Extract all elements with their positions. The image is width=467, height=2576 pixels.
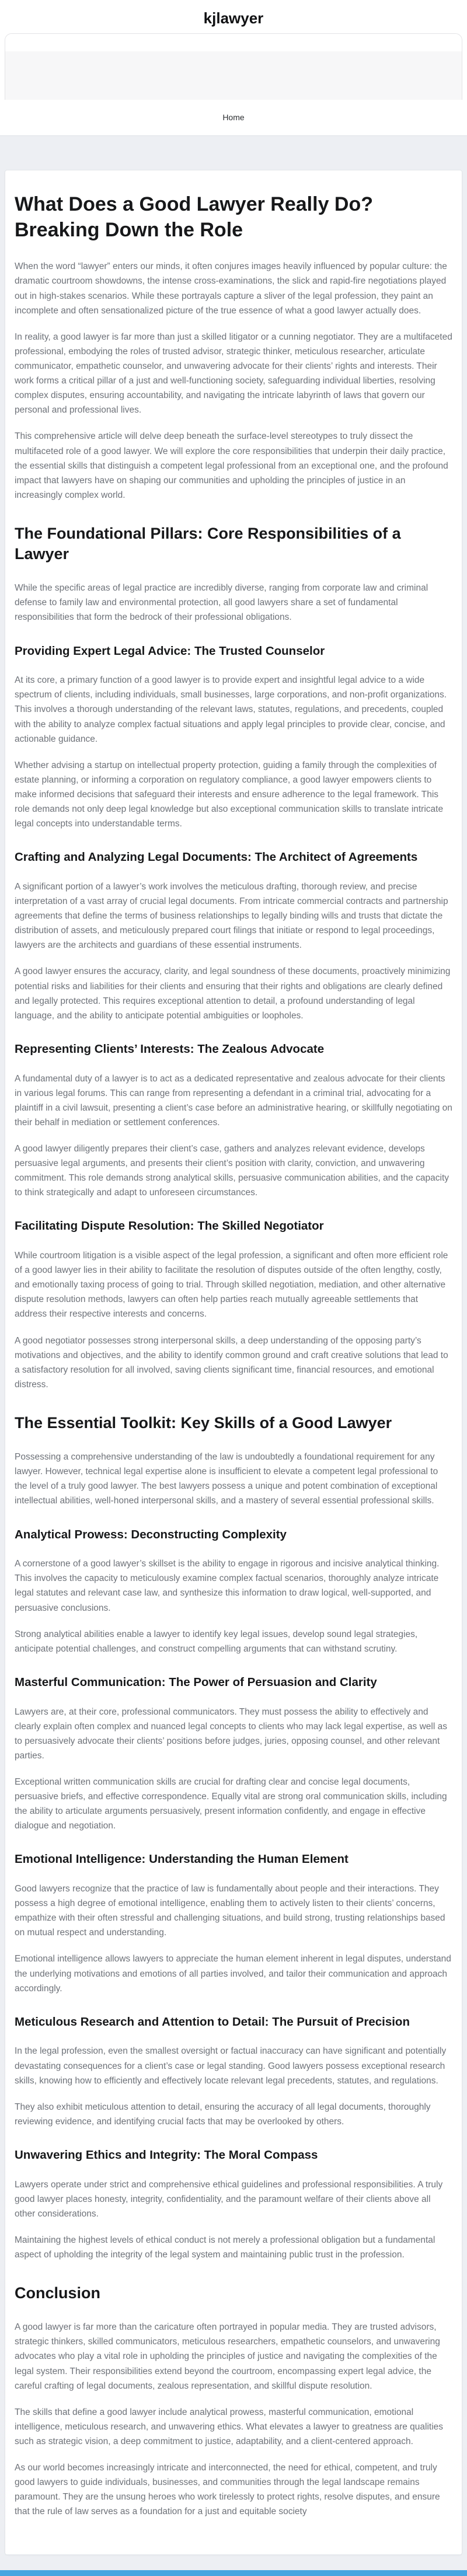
article-paragraph: Emotional intelligence allows lawyers to appreciate the human element inherent in legal disputes, understand the underlying motivations and emotions of all parties involved, and tailor their communication and approach accordingly. xyxy=(15,1954,451,1994)
article-section-heading: Representing Clients’ Interests: The Zealous Advocate xyxy=(15,1042,325,1056)
article-paragraph: As our world becomes increasingly intricate and interconnected, the need for ethical, competent, and truly good lawyers to guide individuals, businesses, and communities through the legal landscape remains paramount. They are the unsung heroes who work tirelessly to protect rights, resolve disputes, and ensure that the rule of law serves as a foundation for a just and equitable society xyxy=(15,2463,440,2517)
article-section-heading: The Foundational Pillars: Core Responsibilities of a Lawyer xyxy=(15,525,401,563)
article-paragraph: In reality, a good lawyer is far more than just a skilled litigator or a cunning negotiator. They are a multifaceted professional, embodying the roles of trusted advisor, strategic thinker, meticulous researcher, articulate communicator, empathetic counselor, and unwavering advocate for their clients’ rights and interests. Their work forms a critical pillar of a just and well-functioning society, safeguarding individual liberties, resolving complex disputes, ensuring accountability, and navigating the intricate labyrinth of laws that govern our personal and professional lives. xyxy=(15,331,452,416)
main-nav xyxy=(0,100,467,136)
article-paragraph: Maintaining the highest levels of ethical conduct is not merely a professional obligation but a fundamental aspect of upholding the integrity of the legal system and maintaining public trust in the profession. xyxy=(15,2235,435,2260)
article-section-heading: Crafting and Analyzing Legal Documents: The Architect of Agreements xyxy=(15,850,418,864)
page-background xyxy=(0,136,467,2570)
footer-accent-bar xyxy=(0,2570,467,2576)
article-paragraph: Good lawyers recognize that the practice of law is fundamentally about people and their interactions. They possess a high degree of emotional intelligence, enabling them to actively listen to their clients’ concerns, empathize with their often stressful and challenging situations, and build strong, trusting relationships based on mutual respect and understanding. xyxy=(15,1884,445,1938)
article-paragraph: A good lawyer is far more than the caricature often portrayed in popular media. They are trusted advisors, strategic thinkers, skilled communicators, meticulous researchers, empathetic counselors, and unwavering advocates who play a vital role in upholding the principles of justice and navigating the complexities of the legal system. Their responsibilities extend beyond the courtroom, encompassing expert legal advice, the careful crafting of legal documents, zealous representation, and skillful dispute resolution. xyxy=(15,2322,440,2391)
article-paragraph: Lawyers operate under strict and comprehensive ethical guidelines and professional responsibilities. A truly good lawyer places honesty, integrity, confidentiality, and the paramount welfare of their clients above all other considerations. xyxy=(15,2179,443,2219)
article-section-heading: Masterful Communication: The Power of Persuasion and Clarity xyxy=(15,1675,377,1689)
article-paragraph: Exceptional written communication skills are crucial for drafting clear and concise legal documents, persuasive briefs, and effective correspondence. Equally vital are strong oral communication skills, including the ability to articulate arguments persuasively, present information confidently, and engage in effective dialogue and negotiation. xyxy=(15,1776,447,1831)
article-paragraph: A good negotiator possesses strong interpersonal skills, a deep understanding of the opposing party’s motivations and objectives, and the ability to identify common ground and craft creative solutions that lead to a satisfactory resolution for all involved, saving clients significant time, financial resources, and emotional distress. xyxy=(15,1335,448,1390)
article-paragraph: Lawyers are, at their core, professional communicators. They must possess the ability to effectively and clearly explain often complex and nuanced legal concepts to clients who may lack legal expertise, as well as to persuasively advocate their clients’ positions before judges, juries, opposing counsel, and other relevant parties. xyxy=(15,1706,447,1761)
article-paragraph: A significant portion of a lawyer’s work involves the meticulous drafting, thorough review, and precise interpretation of a vast array of crucial legal documents. From intricate commercial contracts and partnership agreements that define the terms of business relationships to legally binding wills and trusts that dictate the distribution of assets, and meticulously prepared court filings that initiate or respond to legal proceedings, lawyers are the architects and guardians of these essential instruments. xyxy=(15,881,448,951)
article-paragraph: A fundamental duty of a lawyer is to act as a dedicated representative and zealous advocate for their clients in various legal forums. This can range from representing a defendant in a criminal trial, advocating for a plaintiff in a civil lawsuit, presenting a client’s case before an administrative hearing, or skillfully negotiating on their behalf in mediation or settlement conferences. xyxy=(15,1073,452,1128)
article-paragraph: At its core, a primary function of a good lawyer is to provide expert and insightful legal advice to a wide spectrum of clients, including individuals, small businesses, large corporations, and non-profit organizations. This involves a thorough understanding of the relevant laws, statutes, regulations, and precedents, coupled with the ability to analyze complex factual situations and apply legal principles to provide clear, concise, and actionable guidance. xyxy=(15,675,447,744)
article-section-heading: Analytical Prowess: Deconstructing Complexity xyxy=(15,1527,287,1541)
article-paragraph: While courtroom litigation is a visible aspect of the legal profession, a significant and often more efficient role of a good lawyer lies in their ability to facilitate the resolution of disputes outside of the often lengthy, costly, and emotionally taxing process of going to trial. Through skilled negotiation, mediation, and other alternative dispute resolution methods, lawyers can often help parties reach mutually agreeable settlements that address their respective interests and concerns. xyxy=(15,1251,448,1320)
article-section-heading: Facilitating Dispute Resolution: The Skilled Negotiator xyxy=(15,1219,324,1233)
article-body xyxy=(15,259,452,2519)
ad-placeholder-box xyxy=(5,33,462,100)
article-paragraph: In the legal profession, even the smallest oversight or factual inaccuracy can have significant and potentially devastating consequences for a client’s case or legal standing. Good lawyers possess exceptional research skills, knowing how to efficiently and effectively locate relevant legal precedents, statutes, and regulations. xyxy=(15,2046,447,2086)
article-paragraph: While the specific areas of legal practice are incredibly diverse, ranging from corporate law and criminal defense to family law and environmental protection, all good lawyers share a set of fundamental responsibilities that form the bedrock of their professional obligations. xyxy=(15,583,428,623)
article-paragraph: The skills that define a good lawyer include analytical prowess, masterful communication, emotional intelligence, meticulous research, and unwavering ethics. What elevates a lawyer to greatness are qualities such as strategic vision, a deep commitment to justice, adaptability, and a client-centered approach. xyxy=(15,2407,444,2447)
nav-link-home[interactable]: Home xyxy=(222,113,245,122)
article-paragraph: A good lawyer diligently prepares their client’s case, gathers and analyzes relevant evidence, develops persuasive legal arguments, and presents their client’s position with clarity, conviction, and unwavering commitment. This role demands strong analytical skills, persuasive communication abilities, and the capacity to think strategically and adapt to unforeseen circumstances. xyxy=(15,1143,449,1198)
site-header xyxy=(0,0,467,33)
ad-placeholder-body xyxy=(5,51,462,100)
article-paragraph: A cornerstone of a good lawyer’s skillset is the ability to engage in rigorous and incisive analytical thinking. This involves the capacity to meticulously examine complex factual scenarios, thoroughly analyze intricate legal statutes and relevant case law, and synthesize this information to draw logical, well-supported, and persuasive conclusions. xyxy=(15,1559,440,1613)
article-paragraph: Whether advising a startup on intellectual property protection, guiding a family through the complexities of estate planning, or informing a corporation on regulatory compliance, a good lawyer empowers clients to make informed decisions that safeguard their interests and ensure adherence to the legal framework. This role demands not only deep legal knowledge but also exceptional communication skills to translate intricate legal concepts into understandable terms. xyxy=(15,760,444,829)
article-card xyxy=(5,170,462,2555)
article-paragraph: A good lawyer ensures the accuracy, clarity, and legal soundness of these documents, proactively minimizing potential risks and liabilities for their clients and ensuring that their rights and obligations are clearly defined and legally protected. This requires exceptional attention to detail, a profound understanding of legal language, and the ability to anticipate potential ambiguities or loopholes. xyxy=(15,966,451,1021)
article-paragraph: When the word “lawyer” enters our minds, it often conjures images heavily influenced by popular culture: the dramatic courtroom showdowns, the intense cross-examinations, the slick and rapid-fire negotiations played out in high-stakes scenarios. While these portrayals capture a sliver of the legal profession, they paint an incomplete and often sensationalized picture of the true essence of what a good lawyer actually does. xyxy=(15,261,447,316)
article-paragraph: Possessing a comprehensive understanding of the law is undoubtedly a foundational requirement for any lawyer. However, technical legal expertise alone is insufficient to elevate a competent legal professional to the level of a truly good lawyer. The best lawyers possess a unique and potent combination of exceptional intellectual abilities, well-honed interpersonal skills, and a mastery of several essential professional skills. xyxy=(15,1452,438,1506)
ad-placeholder-top xyxy=(5,34,462,51)
article-paragraph: This comprehensive article will delve deep beneath the surface-level stereotypes to truly dissect the multifaceted role of a good lawyer. We will explore the core responsibilities that underpin their daily practice, the essential skills that distinguish a competent legal professional from an exceptional one, and the profound impact that lawyers have on shaping our communities and upholding the principles of justice in an increasingly complex world. xyxy=(15,431,448,500)
article-section-heading: Unwavering Ethics and Integrity: The Moral Compass xyxy=(15,2148,318,2162)
article-title: What Does a Good Lawyer Really Do? Breaking Down the Role xyxy=(15,193,374,242)
article-section-heading: Providing Expert Legal Advice: The Trusted Counselor xyxy=(15,644,325,658)
article-paragraph: They also exhibit meticulous attention to detail, ensuring the accuracy of all legal documents, thoroughly reviewing evidence, and identifying crucial facts that may be overlooked by others. xyxy=(15,2102,431,2127)
article-section-heading: Conclusion xyxy=(15,2284,100,2302)
article-section-heading: Meticulous Research and Attention to Detail: The Pursuit of Precision xyxy=(15,2015,410,2029)
article-paragraph: Strong analytical abilities enable a lawyer to identify key legal issues, develop sound legal strategies, anticipate potential challenges, and construct compelling arguments that can withstand scrutiny. xyxy=(15,1629,418,1654)
article-section-heading: Emotional Intelligence: Understanding the Human Element xyxy=(15,1852,348,1866)
article-section-heading: The Essential Toolkit: Key Skills of a Good Lawyer xyxy=(15,1414,392,1432)
site-title: kjlawyer xyxy=(203,9,264,27)
